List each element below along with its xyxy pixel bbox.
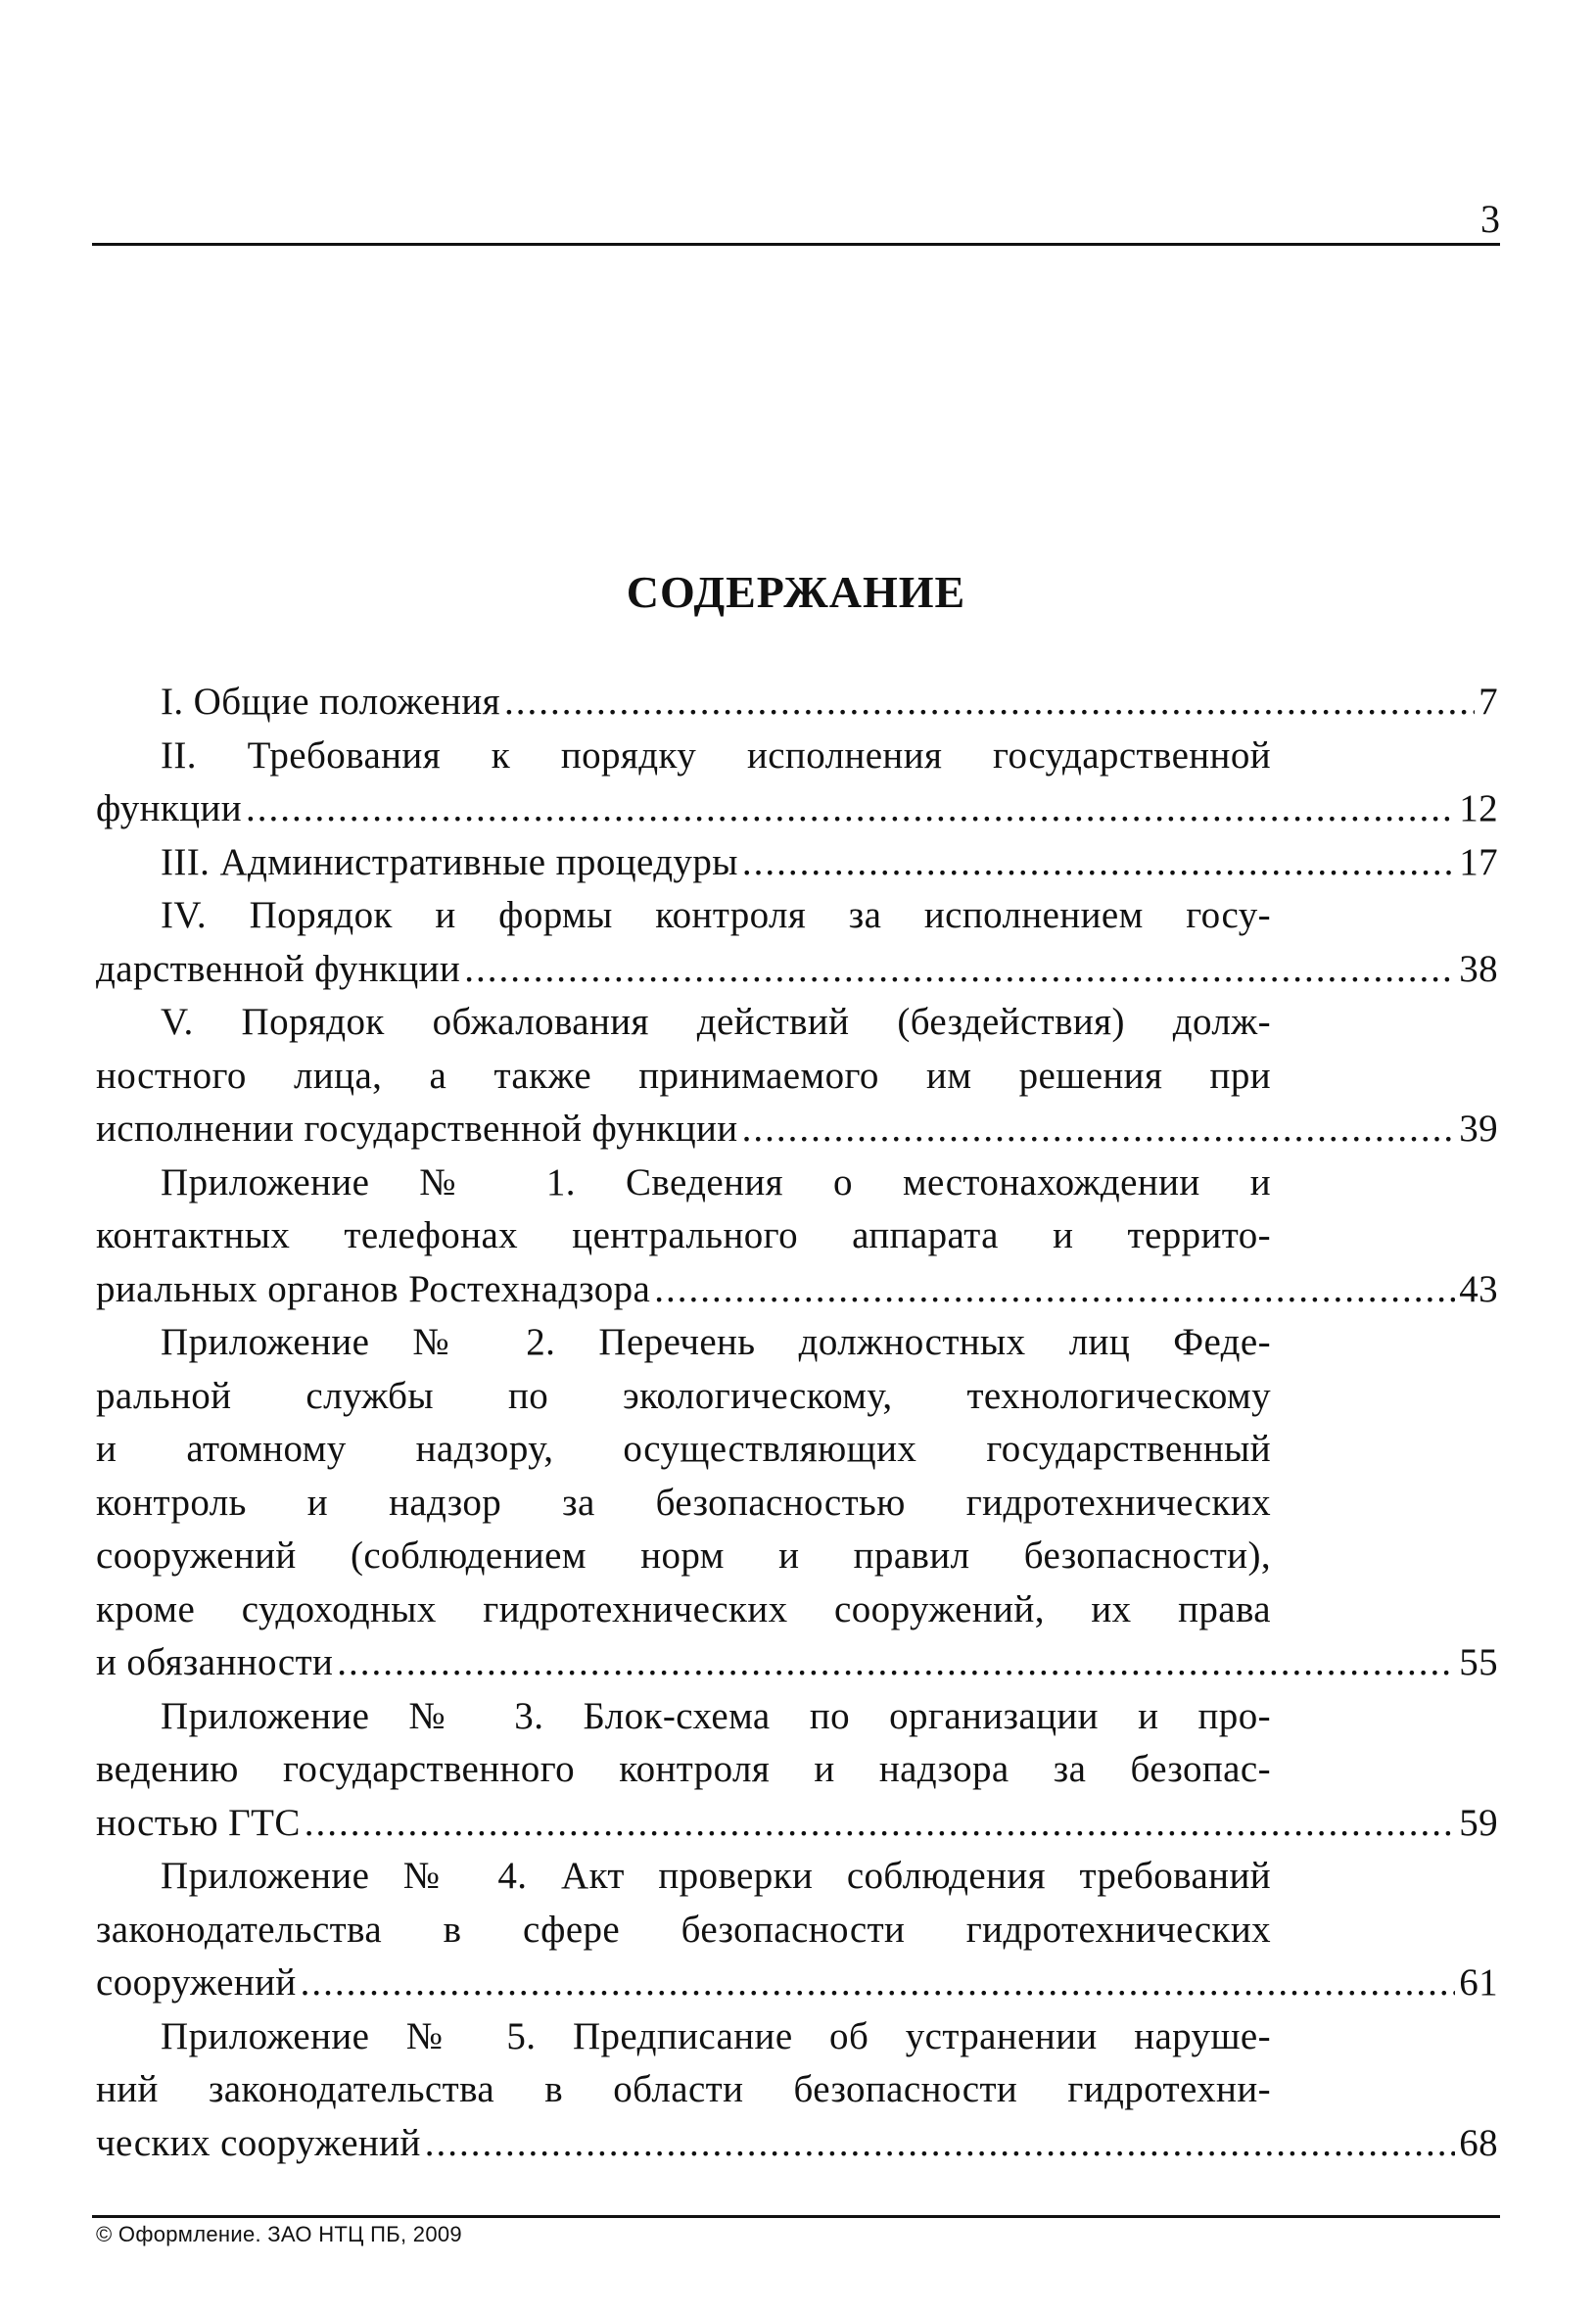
toc-page-number: 68 [1459, 2121, 1498, 2164]
toc-entry-text: исполнении государственной функции [96, 1108, 738, 1150]
toc-entry-line: Приложение № 5. Предписание об устранении наруше- [161, 2014, 1271, 2057]
toc-entry-text: функции [96, 787, 243, 829]
dot-leader [504, 676, 1475, 730]
toc-page-number: 61 [1459, 1961, 1498, 2004]
toc-entry-text: ностью ГТС [96, 1801, 301, 1844]
toc-entry-line: Приложение № 2. Перечень должностных лиц Феде- [161, 1321, 1271, 1363]
toc-entry-last-line [96, 2117, 1498, 2171]
toc-entry-line: ний законодательства в области безопасности гидротехни- [96, 2068, 1271, 2110]
toc-entry-last-line [96, 1103, 1498, 1156]
toc-entry-last-line [96, 782, 1498, 836]
dot-leader [301, 1957, 1456, 2010]
toc-entry-line: контактных телефонах центрального аппарата и террито- [96, 1214, 1271, 1256]
toc-entry-line: ральной службы по экологическому, технологическому [96, 1374, 1271, 1417]
toc-entry-last-line [96, 943, 1498, 997]
toc-entry-appendix-1[interactable] [96, 1156, 1498, 1317]
toc-entry-last-line [96, 1263, 1498, 1317]
toc-entry-appendix-3[interactable] [96, 1690, 1498, 1851]
toc-entry-appendix-4[interactable] [96, 1850, 1498, 2010]
dot-leader [654, 1263, 1455, 1317]
toc-entry-line: Приложение № 4. Акт проверки соблюдения требований [161, 1855, 1271, 1897]
toc-entry-appendix-2[interactable] [96, 1316, 1498, 1690]
dot-leader [246, 782, 1455, 836]
toc-page-number: 17 [1459, 840, 1498, 883]
toc-entry-line: II. Требования к порядку исполнения государственной [161, 733, 1271, 777]
toc-entry-line: сооружений (соблюдением норм и правил безопасности), [96, 1534, 1271, 1577]
toc-page-number: 55 [1459, 1641, 1498, 1683]
toc-entry-line: и атомному надзору, осуществляющих государственный [96, 1428, 1271, 1470]
toc-entry-appendix-5[interactable] [96, 2010, 1498, 2171]
toc-entry-last-line [96, 1957, 1498, 2010]
page-number: 3 [1480, 197, 1500, 241]
toc-entry-text: I. Общие положения [161, 681, 500, 723]
toc-entry-text: и обязанности [96, 1641, 334, 1683]
toc-entry-appeal-procedure[interactable] [96, 996, 1498, 1156]
toc-entry-line: кроме судоходных гидротехнических сооружений, их права [96, 1587, 1271, 1630]
toc-entry-last-line [96, 676, 1498, 730]
dot-leader [742, 1103, 1456, 1156]
toc-entry-general-provisions[interactable] [96, 676, 1498, 730]
copyright-notice: © Оформление. ЗАО НТЦ ПБ, 2009 [96, 2222, 462, 2246]
footer-rule [92, 2215, 1500, 2218]
toc-entry-line: V. Порядок обжалования действий (бездействия) долж- [161, 1001, 1271, 1043]
toc-page-number: 39 [1459, 1108, 1498, 1150]
toc-entry-line: Приложение № 1. Сведения о местонахождении и [161, 1160, 1271, 1204]
toc-entry-line: контроль и надзор за безопасностью гидротехнических [96, 1481, 1271, 1524]
dot-leader [305, 1797, 1455, 1851]
toc-page-number: 59 [1459, 1801, 1498, 1844]
toc-page-number: 43 [1459, 1267, 1498, 1310]
header-rule [92, 243, 1500, 246]
dot-leader [337, 1636, 1455, 1690]
toc-entry-line: IV. Порядок и формы контроля за исполнением госу- [161, 894, 1271, 936]
toc-entry-text: риальных органов Ростехнадзора [96, 1267, 651, 1310]
toc-page-number: 7 [1479, 681, 1498, 723]
toc-entry-line: законодательства в сфере безопасности гидротехнических [96, 1908, 1271, 1951]
dot-leader [425, 2117, 1455, 2171]
toc-entry-text: ческих сооружений [96, 2121, 421, 2164]
toc-entry-control-procedure[interactable] [96, 889, 1498, 996]
toc-entry-line: ведению государственного контроля и надзора за безопас- [96, 1748, 1271, 1790]
dot-leader [742, 836, 1455, 890]
toc-entry-last-line [96, 1797, 1498, 1851]
toc-entry-text: дарственной функции [96, 947, 461, 990]
page-title: СОДЕРЖАНИЕ [626, 567, 966, 617]
toc-entry-line: ностного лица, а также принимаемого им решения при [96, 1054, 1271, 1097]
table-of-contents [96, 676, 1498, 2170]
toc-entry-requirements[interactable] [96, 730, 1498, 836]
toc-page-number: 38 [1459, 947, 1498, 990]
toc-page-number: 12 [1459, 787, 1498, 829]
toc-entry-admin-procedures[interactable] [96, 836, 1498, 890]
dot-leader [464, 943, 1455, 997]
toc-entry-line: Приложение № 3. Блок-схема по организации и про- [161, 1694, 1271, 1737]
toc-entry-last-line [96, 836, 1498, 890]
toc-entry-text: III. Административные процедуры [161, 840, 738, 883]
toc-entry-text: сооружений [96, 1961, 297, 2004]
toc-entry-last-line [96, 1636, 1498, 1690]
